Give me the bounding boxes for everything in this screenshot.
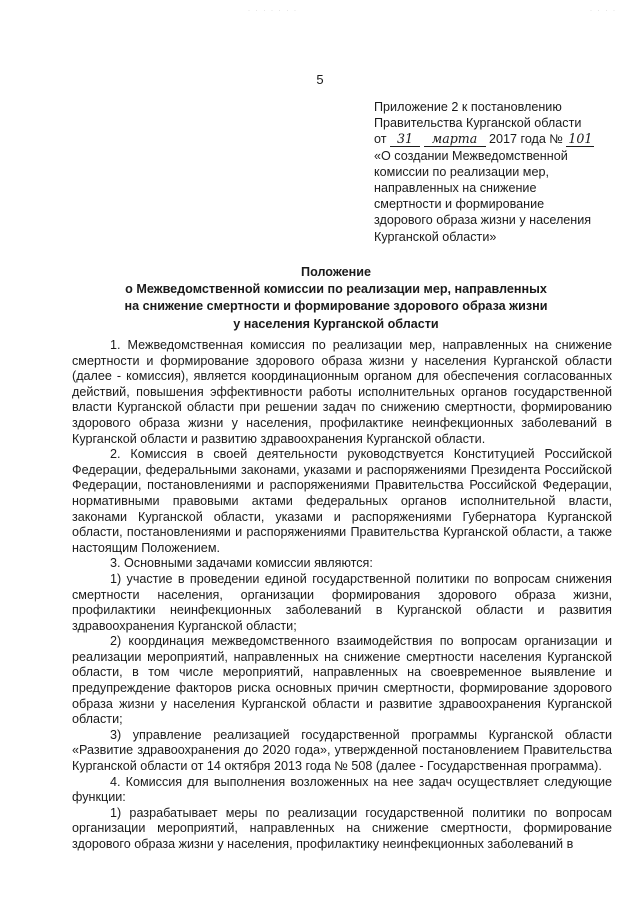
handwritten-doc-number: 101 [568,131,593,147]
paragraph-1: 1. Межведомственная комиссия по реализации мер, направленных на снижение смертности и формирование здорового образа жизни у населения Курганской области (далее - комиссия), является координационным органом для обеспечения согласованных действий, повышения эффективности работы исполнительных органов государственной власти Курганской области при решении задач по снижению смертности, формированию здорового образа жизни у населения, профилактике неинфекционных заболеваний в Курганской области и развитию здравоохранения Курганской области. [72,338,612,446]
appendix-line-8: здорового образа жизни у населения [374,213,592,228]
appendix-header [374,99,624,245]
appendix-line-6: направленных на снижение [374,181,537,196]
paragraph-2: 2. Комиссия в своей деятельности руководствуется Конституцией Российской Федерации, федеральными законами, указами и распоряжениями Президента Российской Федерации, постановлениями и распоряжениями Правительства Российской Федерации, нормативными правовыми актами федеральных органов исполнительной власти, законами Курганской области, указами и распоряжениями Губернатора Курганской области, постановлениями и распоряжениями Правительства Курганской области, а также настоящим Положением. [72,447,612,555]
title-line-2: о Межведомственной комиссии по реализации мер, направленных [125,282,547,297]
appendix-year-text: 2017 года № [489,132,563,147]
document-body [72,338,612,853]
paragraph-3: 3. Основными задачами комиссии являются: [110,556,373,571]
appendix-line-4: «О создании Межведомственной [374,148,568,163]
appendix-line-9: Курганской области» [374,229,497,244]
paragraph-3-item-1: 1) участие в проведении единой государственной политики по вопросам снижения смертности населения, организации формирования здорового образа жизни, профилактики неинфекционных заболеваний в Курганской области и развития здравоохранения Курганской области; [72,571,612,633]
paragraph-4-item-1: 1) разрабатывает меры по реализации государственной политики по вопросам организации мероприятий, направленных на снижение смертности, формирование здорового образа жизни у населения, профилактику неинфекционных заболеваний в [72,805,612,851]
appendix-line-2: Правительства Курганской области [374,116,582,131]
appendix-line-5: комиссии по реализации мер, [374,164,549,179]
handwritten-day: 31 [390,132,420,147]
title-line-4: у населения Курганской области [233,316,439,331]
document-title [60,264,612,333]
paragraph-4: 4. Комиссия для выполнения возложенных на нее задач осуществляет следующие функции: [72,774,612,805]
paragraph-3-item-3: 3) управление реализацией государственной программы Курганской области «Развитие здравоохранения до 2020 года», утвержденной постановлением Правительства Курганской области от 14 октября 2013 года № 508 (далее - Государственная программа). [72,727,612,774]
handwritten-month: марта [424,132,486,147]
title-line-1: Положение [301,265,371,279]
title-line-3: на снижение смертности и формирование здорового образа жизни [124,299,548,314]
appendix-line-1: Приложение 2 к постановлению [374,100,562,114]
page-number: 5 [316,72,324,87]
appendix-from-word: от [374,132,387,147]
appendix-line-7: смертности и формирование [374,197,545,212]
scan-artifacts: · · · · · · · · · · · [248,8,617,14]
appendix-date-line [374,131,624,147]
paragraph-3-item-2: 2) координация межведомственного взаимодействия по вопросам организации и реализации мероприятий, направленных на снижение смертности населения Курганской области, в том числе мероприятий, направленных на своевременное выявление и предупреждение факторов риска основных причин смертности, формирование здорового образа жизни у населения Курганской области и развитие здравоохранения Курганской области; [72,634,612,727]
